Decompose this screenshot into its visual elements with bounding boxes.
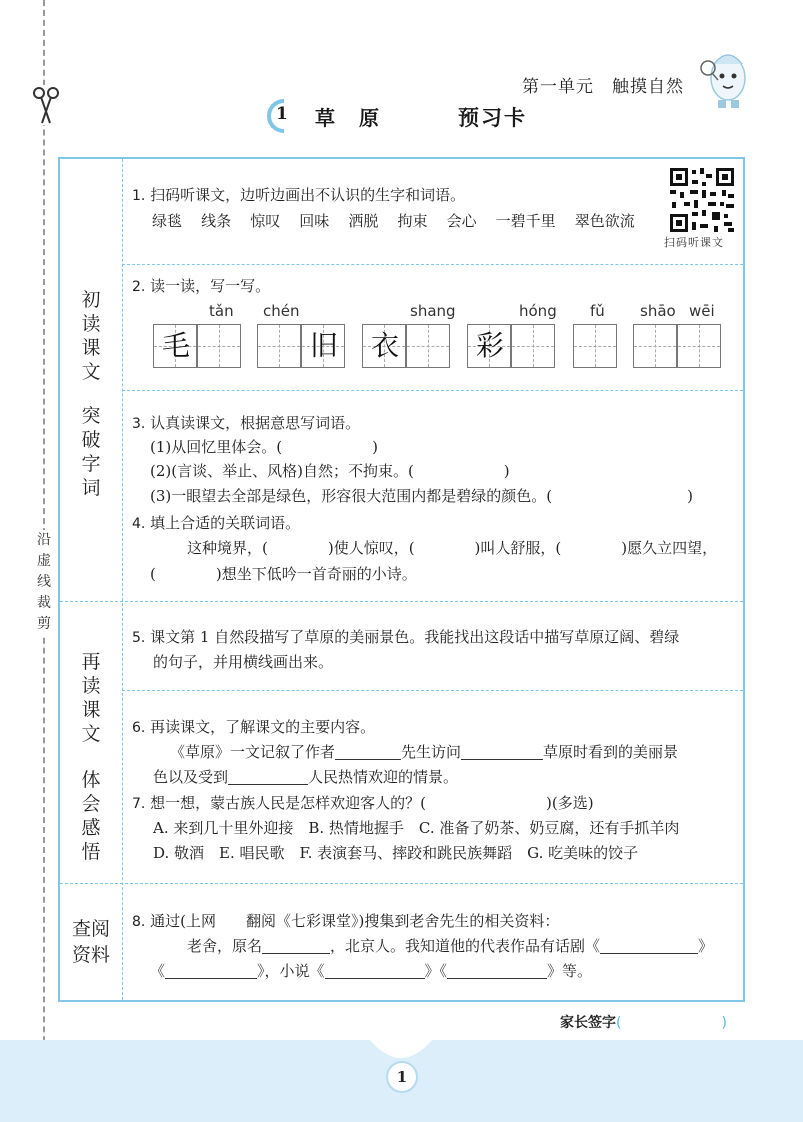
word: 回味: [299, 212, 330, 230]
q7-options-2[interactable]: D. 敬酒 E. 唱民歌 F. 表演套马、摔跤和跳民族舞蹈 G. 吃美味的饺子: [153, 844, 639, 862]
question-7[interactable]: 7. 想一想，蒙古族人民是怎样欢迎客人的？( )(多选): [132, 794, 594, 812]
answer-blank[interactable]: [447, 963, 547, 979]
q4-line-2[interactable]: ( )想坐下低吟一首奇丽的小诗。: [150, 565, 417, 583]
question-2: 2. 读一读，写一写。: [132, 277, 271, 295]
q3-item-1[interactable]: (1)从回忆里体会。( ): [150, 438, 378, 456]
unit-title: 第一单元 触摸自然: [522, 77, 684, 97]
word: 拘束: [397, 212, 428, 230]
word: 绿毯: [152, 212, 183, 230]
word: 会心: [446, 212, 477, 230]
divider: [122, 390, 743, 391]
question-8: 8. 通过(上网 翻阅《七彩课堂》)搜集到老舍先生的相关资料：: [132, 912, 560, 930]
pinyin: shāo: [640, 302, 676, 320]
q3-item-2[interactable]: (2)(言谈、举止、风格)自然；不拘束。( ): [150, 462, 510, 480]
pinyin: shang: [410, 302, 456, 320]
q8-line-2: 《 》，小说《 》《 》等。: [150, 962, 593, 980]
question-1: 1. 扫码听课文，边听边画出不认识的生字和词语。: [132, 186, 466, 204]
q7-options-1[interactable]: A. 来到几十里外迎接 B. 热情地握手 C. 准备了奶茶、奶豆腐，还有手抓羊肉: [153, 819, 680, 837]
qr-code-icon[interactable]: [668, 166, 736, 234]
char-cell: 彩: [467, 324, 511, 368]
word: 一碧千里: [495, 212, 556, 230]
divider: [122, 264, 743, 265]
question-3: 3. 认真读课文，根据意思写词语。: [132, 414, 361, 432]
q5-line-2: 的句子，并用横线画出来。: [153, 653, 334, 671]
section-label-research: 查阅 资料: [71, 918, 111, 966]
column-divider: [122, 159, 123, 1000]
divider: [122, 690, 743, 691]
char-cell-blank[interactable]: [511, 324, 555, 368]
q4-line-1[interactable]: 这种境界，( )使人惊叹，( )叫人舒服，( )愿久立四望，: [187, 539, 718, 557]
char-cell-blank[interactable]: [573, 324, 617, 368]
char-cell: 旧: [301, 324, 345, 368]
scissors-icon: [30, 85, 62, 125]
char-cell-blank[interactable]: [406, 324, 450, 368]
q1-word-list: [152, 210, 635, 231]
section-label-reread: 再 读 课 文 体 会 感 悟: [81, 651, 101, 863]
pinyin: chén: [263, 302, 300, 320]
q3-item-3[interactable]: (3)一眼望去全部是绿色，形容很大范围内都是碧绿的颜色。( ): [150, 487, 693, 505]
pinyin: tǎn: [209, 302, 234, 320]
char-cell-blank[interactable]: [677, 324, 721, 368]
lesson-title: 草原: [315, 106, 403, 130]
pinyin: wēi: [689, 302, 715, 320]
question-4: 4. 填上合适的关联词语。: [132, 514, 301, 532]
word: 洒脱: [348, 212, 379, 230]
char-cell: 衣: [362, 324, 406, 368]
section-divider: [60, 601, 743, 602]
pinyin: fǔ: [590, 302, 605, 320]
answer-blank[interactable]: [461, 744, 543, 760]
char-cell-blank[interactable]: [197, 324, 241, 368]
answer-blank[interactable]: [335, 744, 401, 760]
mascot-icon: [698, 44, 754, 112]
section-label-first-read: 初 读 课 文 突 破 字 词: [81, 289, 101, 499]
answer-blank[interactable]: [262, 938, 330, 954]
cut-instruction: 沿 虚 线 裁 剪: [33, 530, 55, 635]
answer-blank[interactable]: [165, 963, 257, 979]
word: 翠色欲流: [574, 212, 635, 230]
page-number: 1: [396, 1068, 408, 1086]
question-5: 5. 课文第 1 自然段描写了草原的美丽景色。我能找出这段话中描写草原辽阔、碧绿: [132, 628, 680, 646]
answer-blank[interactable]: [600, 938, 698, 954]
char-cell-blank[interactable]: [257, 324, 301, 368]
char-cell: 毛: [153, 324, 197, 368]
parent-signature[interactable]: 家长签字( ): [560, 1015, 727, 1031]
pinyin: hóng: [519, 302, 557, 320]
word: 线条: [201, 212, 232, 230]
section-divider: [60, 883, 743, 884]
q8-line-1: 老舍，原名 ，北京人。我知道他的代表作品有话剧《 》: [187, 937, 714, 955]
card-title: 预习卡: [458, 106, 527, 130]
word: 惊叹: [250, 212, 281, 230]
answer-blank[interactable]: [325, 963, 425, 979]
q6-line-2: 色以及受到 人民热情欢迎的情景。: [153, 768, 459, 786]
answer-blank[interactable]: [228, 769, 308, 785]
qr-label: 扫码听课文: [664, 236, 724, 249]
question-6: 6. 再读课文，了解课文的主要内容。: [132, 718, 376, 736]
lesson-number: 1: [276, 104, 288, 124]
q6-line-1: 《草原》一文记叙了作者 先生访问 草原时看到的美丽景: [170, 743, 679, 761]
char-cell-blank[interactable]: [633, 324, 677, 368]
